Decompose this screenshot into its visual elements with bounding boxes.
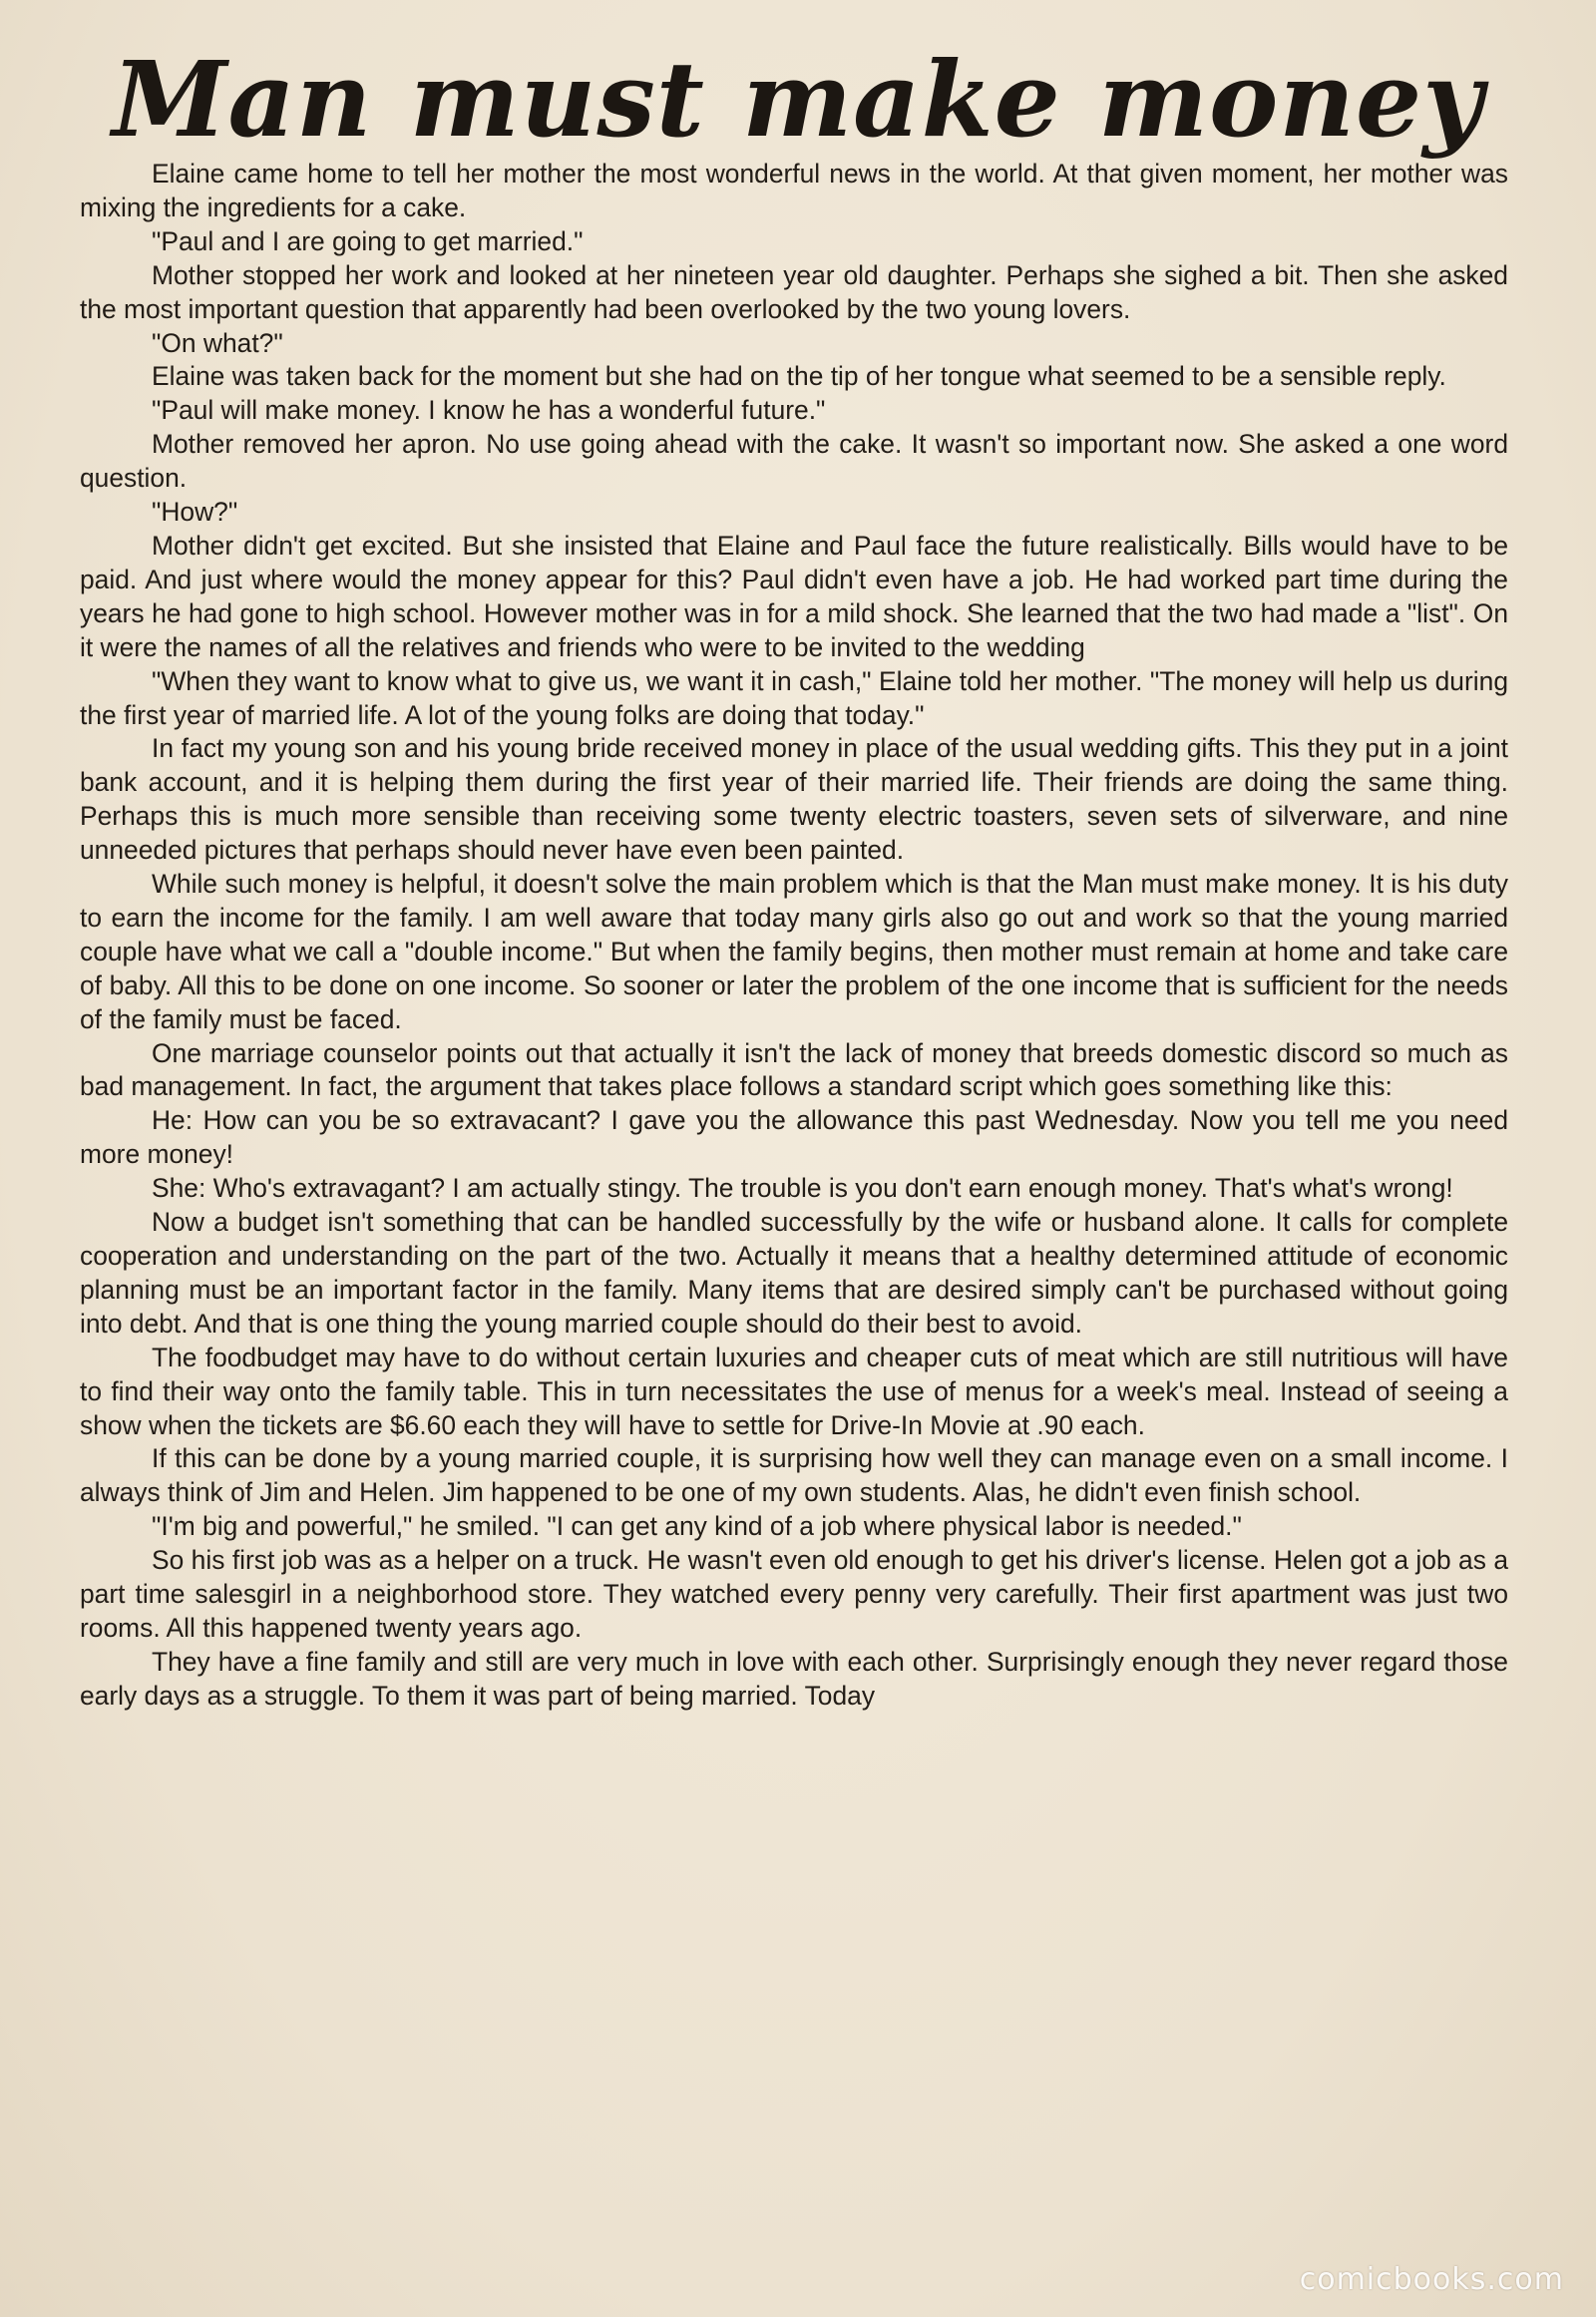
article-paragraph: Elaine was taken back for the moment but she had on the tip of her tongue what seemed to be a sensible reply. — [152, 361, 1446, 392]
article-paragraph: If this can be done by a young married couple, it is surprising how well they can manage even on a small income. I always think of Jim and Helen. Jim happened to be one of my own students. Alas, he didn't even finish school. — [80, 1443, 1508, 1508]
article-title: Man must make money — [112, 38, 1484, 161]
article-paragraph: She: Who's extravagant? I am actually stingy. The trouble is you don't earn enough money. That's what's wrong! — [152, 1173, 1453, 1204]
article-paragraph: "Paul will make money. I know he has a wonderful future." — [152, 395, 826, 426]
article-paragraph: Mother stopped her work and looked at her nineteen year old daughter. Perhaps she sighed a bit. Then she asked the most important question that apparently had been overlooked by the two young lovers. — [80, 259, 1508, 324]
article-paragraph: The foodbudget may have to do without certain luxuries and cheaper cuts of meat which are still nutritious will have to find their way onto the family table. This in turn necessitates the use of menus for a week's meal. Instead of seeing a show when the tickets are $6.60 each they will have to settle for Drive-In Movie at .90 each. — [80, 1342, 1508, 1440]
article-paragraph: Now a budget isn't something that can be handled successfully by the wife or husband alone. It calls for complete cooperation and understanding on the part of the two. Actually it means that a healthy determined attitude of economic planning must be an important factor in the family. Many items that are desired simply can't be purchased without going into debt. And that is one thing the young married couple should do their best to avoid. — [80, 1207, 1508, 1339]
article-paragraph: "I'm big and powerful," he smiled. "I can get any kind of a job where physical labor is needed." — [152, 1511, 1242, 1542]
article-paragraph: One marriage counselor points out that actually it isn't the lack of money that breeds domestic discord so much as bad management. In fact, the argument that takes place follows a standard script which goes something like this: — [80, 1037, 1508, 1102]
article-body — [80, 158, 1508, 1714]
article-paragraph: Elaine came home to tell her mother the most wonderful news in the world. At that given moment, her mother was mixing the ingredients for a cake. — [80, 159, 1508, 222]
article-paragraph: They have a fine family and still are very much in love with each other. Surprisingly enough they never regard those early days as a struggle. To them it was part of being married. Today — [80, 1646, 1508, 1711]
article-paragraph: He: How can you be so extravacant? I gave you the allowance this past Wednesday. Now you tell me you need more money! — [80, 1105, 1508, 1170]
article-paragraph: So his first job was as a helper on a truck. He wasn't even old enough to get his driver's license. Helen got a job as a part time salesgirl in a neighborhood store. They watched every penny very carefully. Their first apartment was just two rooms. All this happened twenty years ago. — [80, 1545, 1508, 1643]
article-paragraph: Mother didn't get excited. But she insisted that Elaine and Paul face the future realistically. Bills would have to be paid. And just where would the money appear for this? Paul didn't even have a job. He had worked part time during the years he had gone to high school. However mother was in for a mild shock. She learned that the two had made a "list". On it were the names of all the relatives and friends who were to be invited to the wedding — [80, 530, 1508, 662]
article-paragraph: Mother removed her apron. No use going ahead with the cake. It wasn't so important now. She asked a one word question. — [80, 429, 1508, 494]
site-watermark: comicbooks.com — [1299, 2262, 1564, 2297]
article-paragraph: While such money is helpful, it doesn't solve the main problem which is that the Man must make money. It is his duty to earn the income for the family. I am well aware that today many girls also go out and work so that the young married couple have what we call a "double income." But when the family begins, then mother must remain at home and take care of baby. All this to be done on one income. So sooner or later the problem of the one income that is sufficient for the needs of the family must be faced. — [80, 869, 1508, 1034]
article-paragraph: "Paul and I are going to get married." — [152, 225, 584, 256]
article-paragraph: In fact my young son and his young bride received money in place of the usual wedding gifts. This they put in a joint bank account, and it is helping them during the first year of their married life. Their friends are doing the same thing. Perhaps this is much more sensible than receiving some twenty electric toasters, seven sets of silverware, and nine unneeded pictures that perhaps should never have even been painted. — [80, 733, 1508, 866]
article-paragraph: "When they want to know what to give us, we want it in cash," Elaine told her mother. "The money will help us during the first year of married life. A lot of the young folks are doing that today." — [80, 665, 1508, 730]
article-paragraph: "How?" — [152, 497, 238, 528]
article-paragraph: "On what?" — [152, 327, 283, 358]
